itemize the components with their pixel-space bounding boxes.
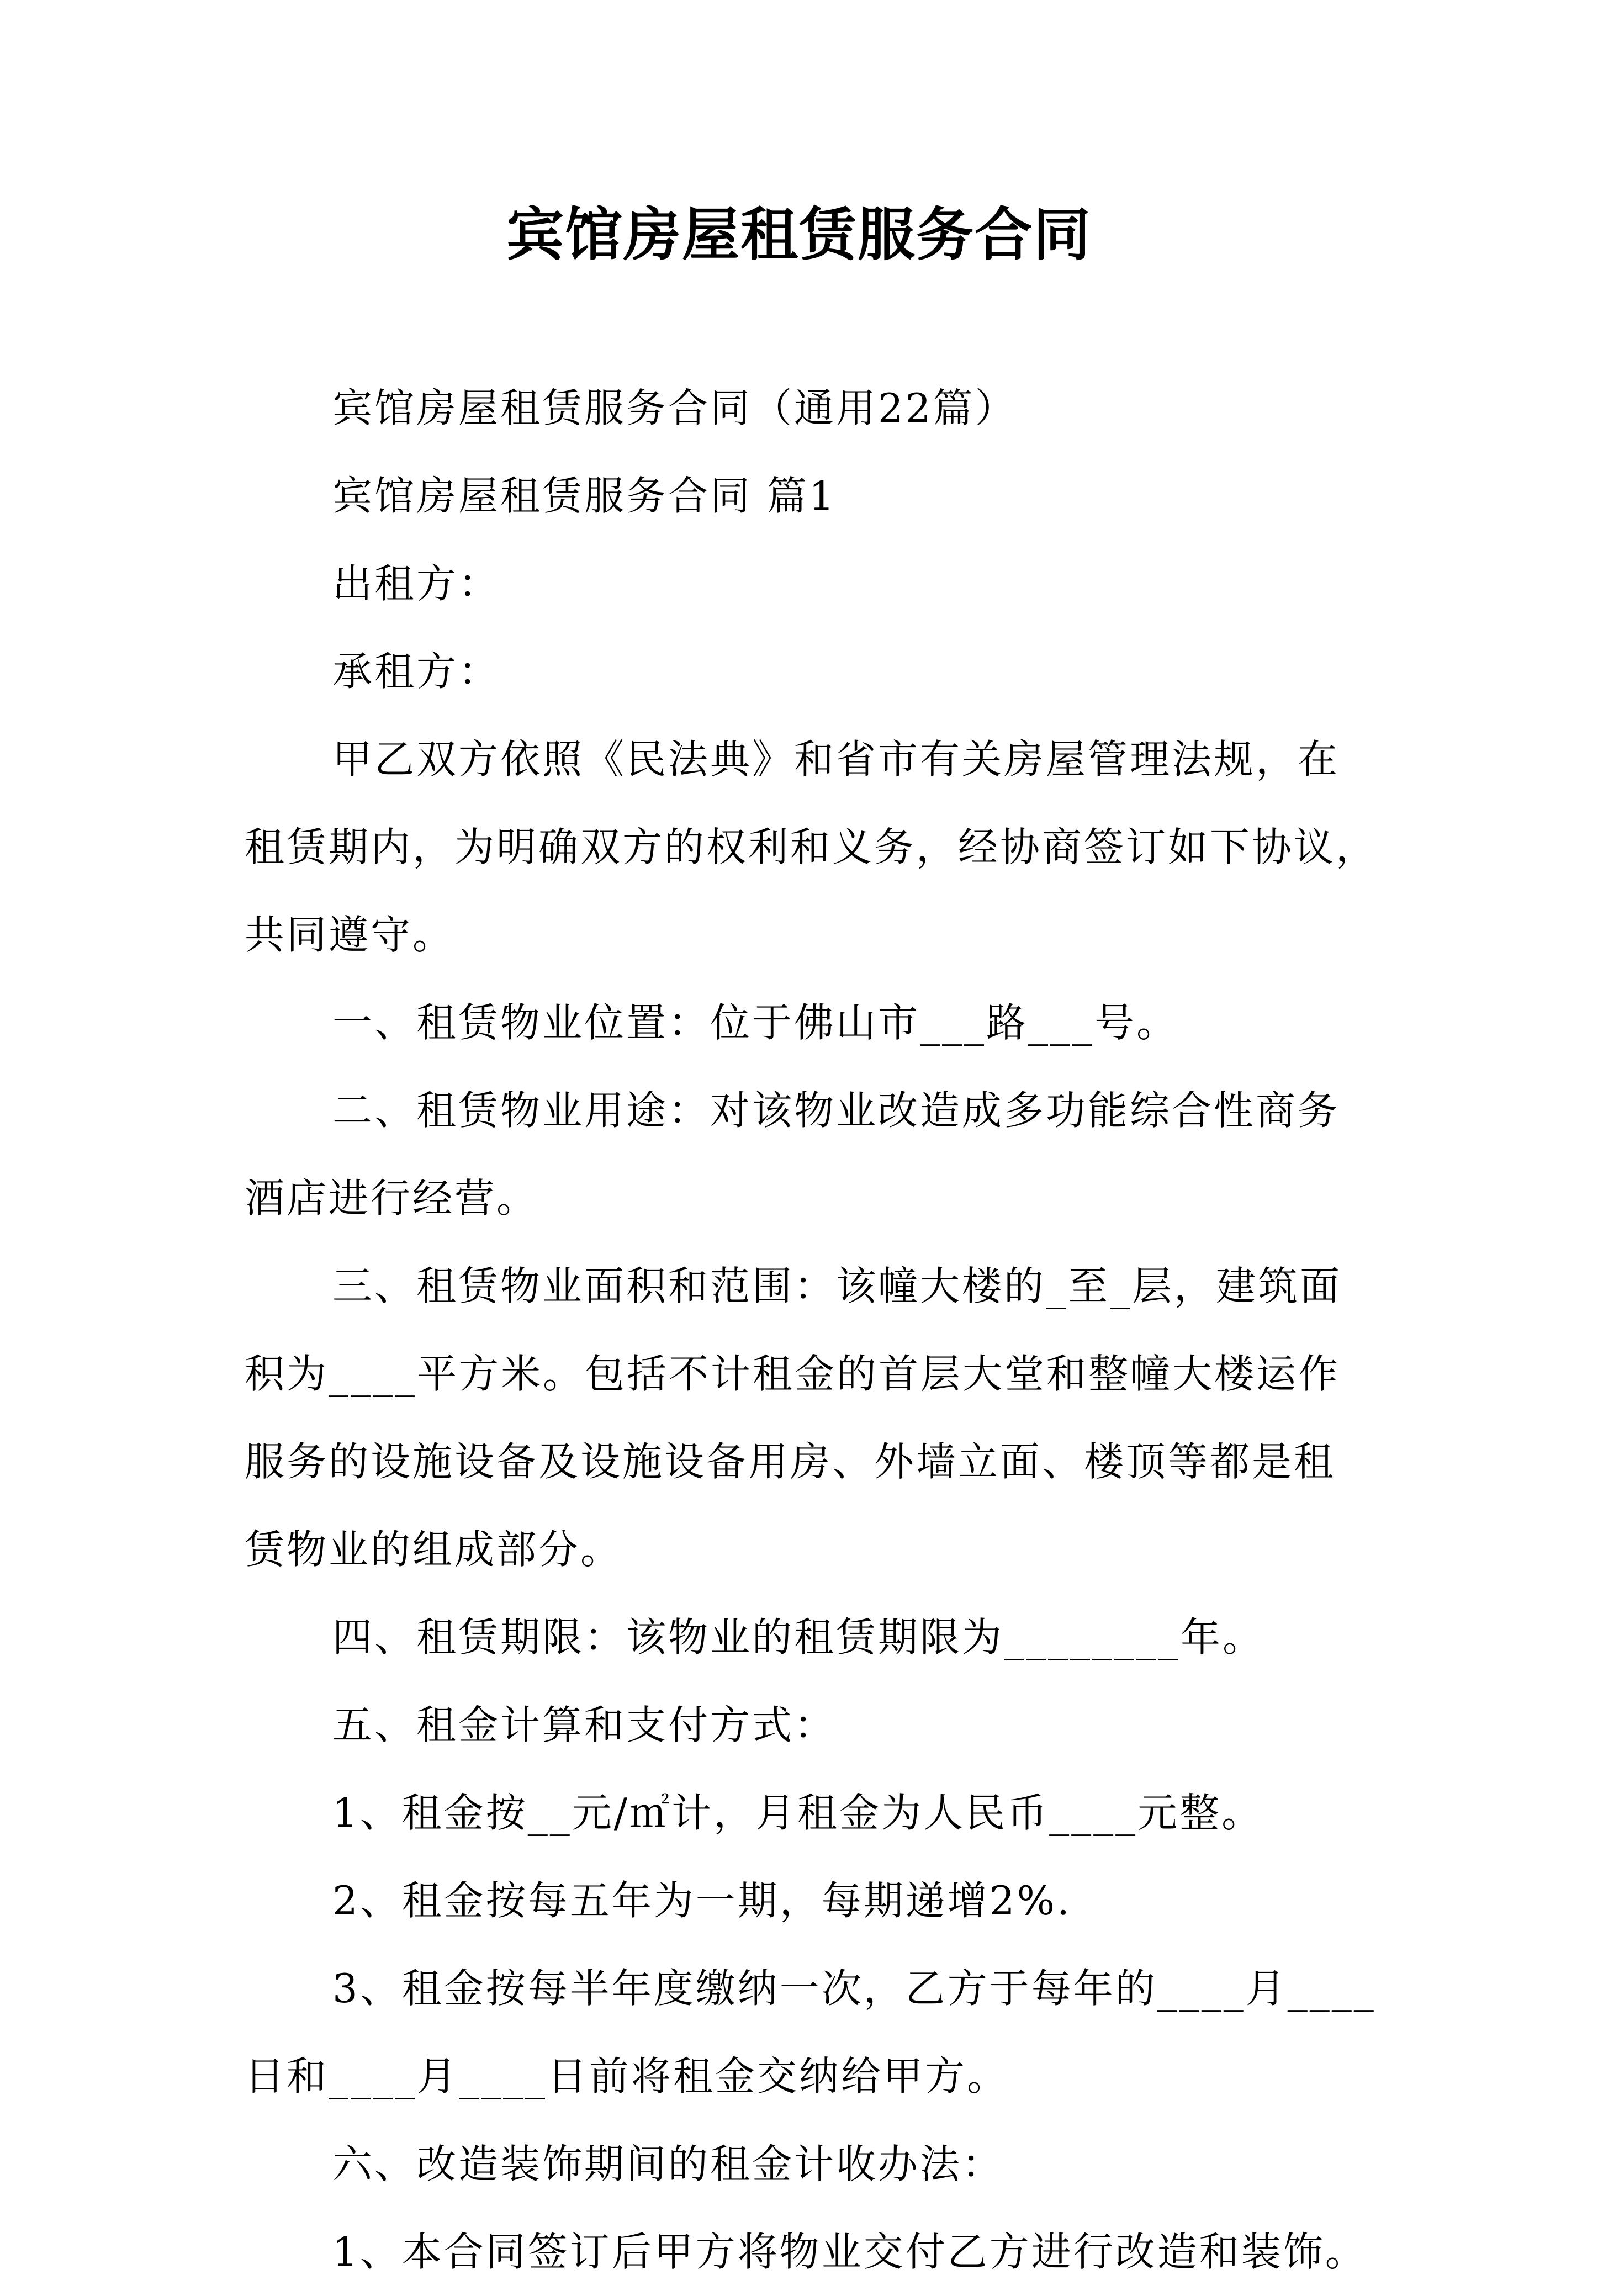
- paragraph-line: 1、本合同签订后甲方将物业交付乙方进行改造和装饰。: [332, 2229, 1367, 2275]
- paragraph-line: 赁物业的组成部分。: [245, 1526, 623, 1573]
- paragraph-line: 酒店进行经营。: [245, 1175, 539, 1221]
- paragraph-line: 宾馆房屋租赁服务合同（通用22篇）: [332, 385, 1017, 431]
- paragraph-line: 租赁期内，为明确双方的权利和义务，经协商签订如下协议，: [245, 824, 1378, 870]
- paragraph-line: 三、租赁物业面积和范围：该幢大楼的_至_层，建筑面: [332, 1263, 1342, 1309]
- paragraph-line: 3、租金按每半年度缴纳一次，乙方于每年的____月____: [332, 1965, 1376, 2012]
- paragraph-line: 2、租金按每五年为一期，每期递增2%.: [332, 1877, 1072, 1924]
- paragraph-line: 1、租金按__元/㎡计，月租金为人民币____元整。: [332, 1790, 1264, 1836]
- document-title: 宾馆房屋租赁服务合同: [506, 200, 1092, 268]
- paragraph-line: 一、租赁物业位置：位于佛山市___路___号。: [332, 999, 1179, 1046]
- paragraph-line: 承租方：: [332, 648, 501, 695]
- paragraph-line: 共同遵守。: [245, 912, 455, 958]
- paragraph-line: 甲乙双方依照《民法典》和省市有关房屋管理法规，在: [332, 736, 1340, 782]
- paragraph-line: 四、租赁期限：该物业的租赁期限为________年。: [332, 1614, 1265, 1660]
- paragraph-line: 二、租赁物业用途：对该物业改造成多功能综合性商务: [332, 1087, 1340, 1134]
- paragraph-line: 出租方：: [332, 560, 501, 607]
- paragraph-line: 五、租金计算和支付方式：: [332, 1702, 837, 1748]
- paragraph-line: 服务的设施设备及设施设备用房、外墙立面、楼顶等都是租: [245, 1438, 1336, 1485]
- paragraph-line: 日和____月____日前将租金交纳给甲方。: [245, 2053, 1009, 2099]
- paragraph-line: 六、改造装饰期间的租金计收办法：: [332, 2141, 1004, 2187]
- paragraph-line: 积为____平方米。包括不计租金的首层大堂和整幢大楼运作: [245, 1351, 1341, 1397]
- paragraph-line: 宾馆房屋租赁服务合同 篇1: [332, 473, 837, 519]
- document-body: [245, 364, 1378, 2296]
